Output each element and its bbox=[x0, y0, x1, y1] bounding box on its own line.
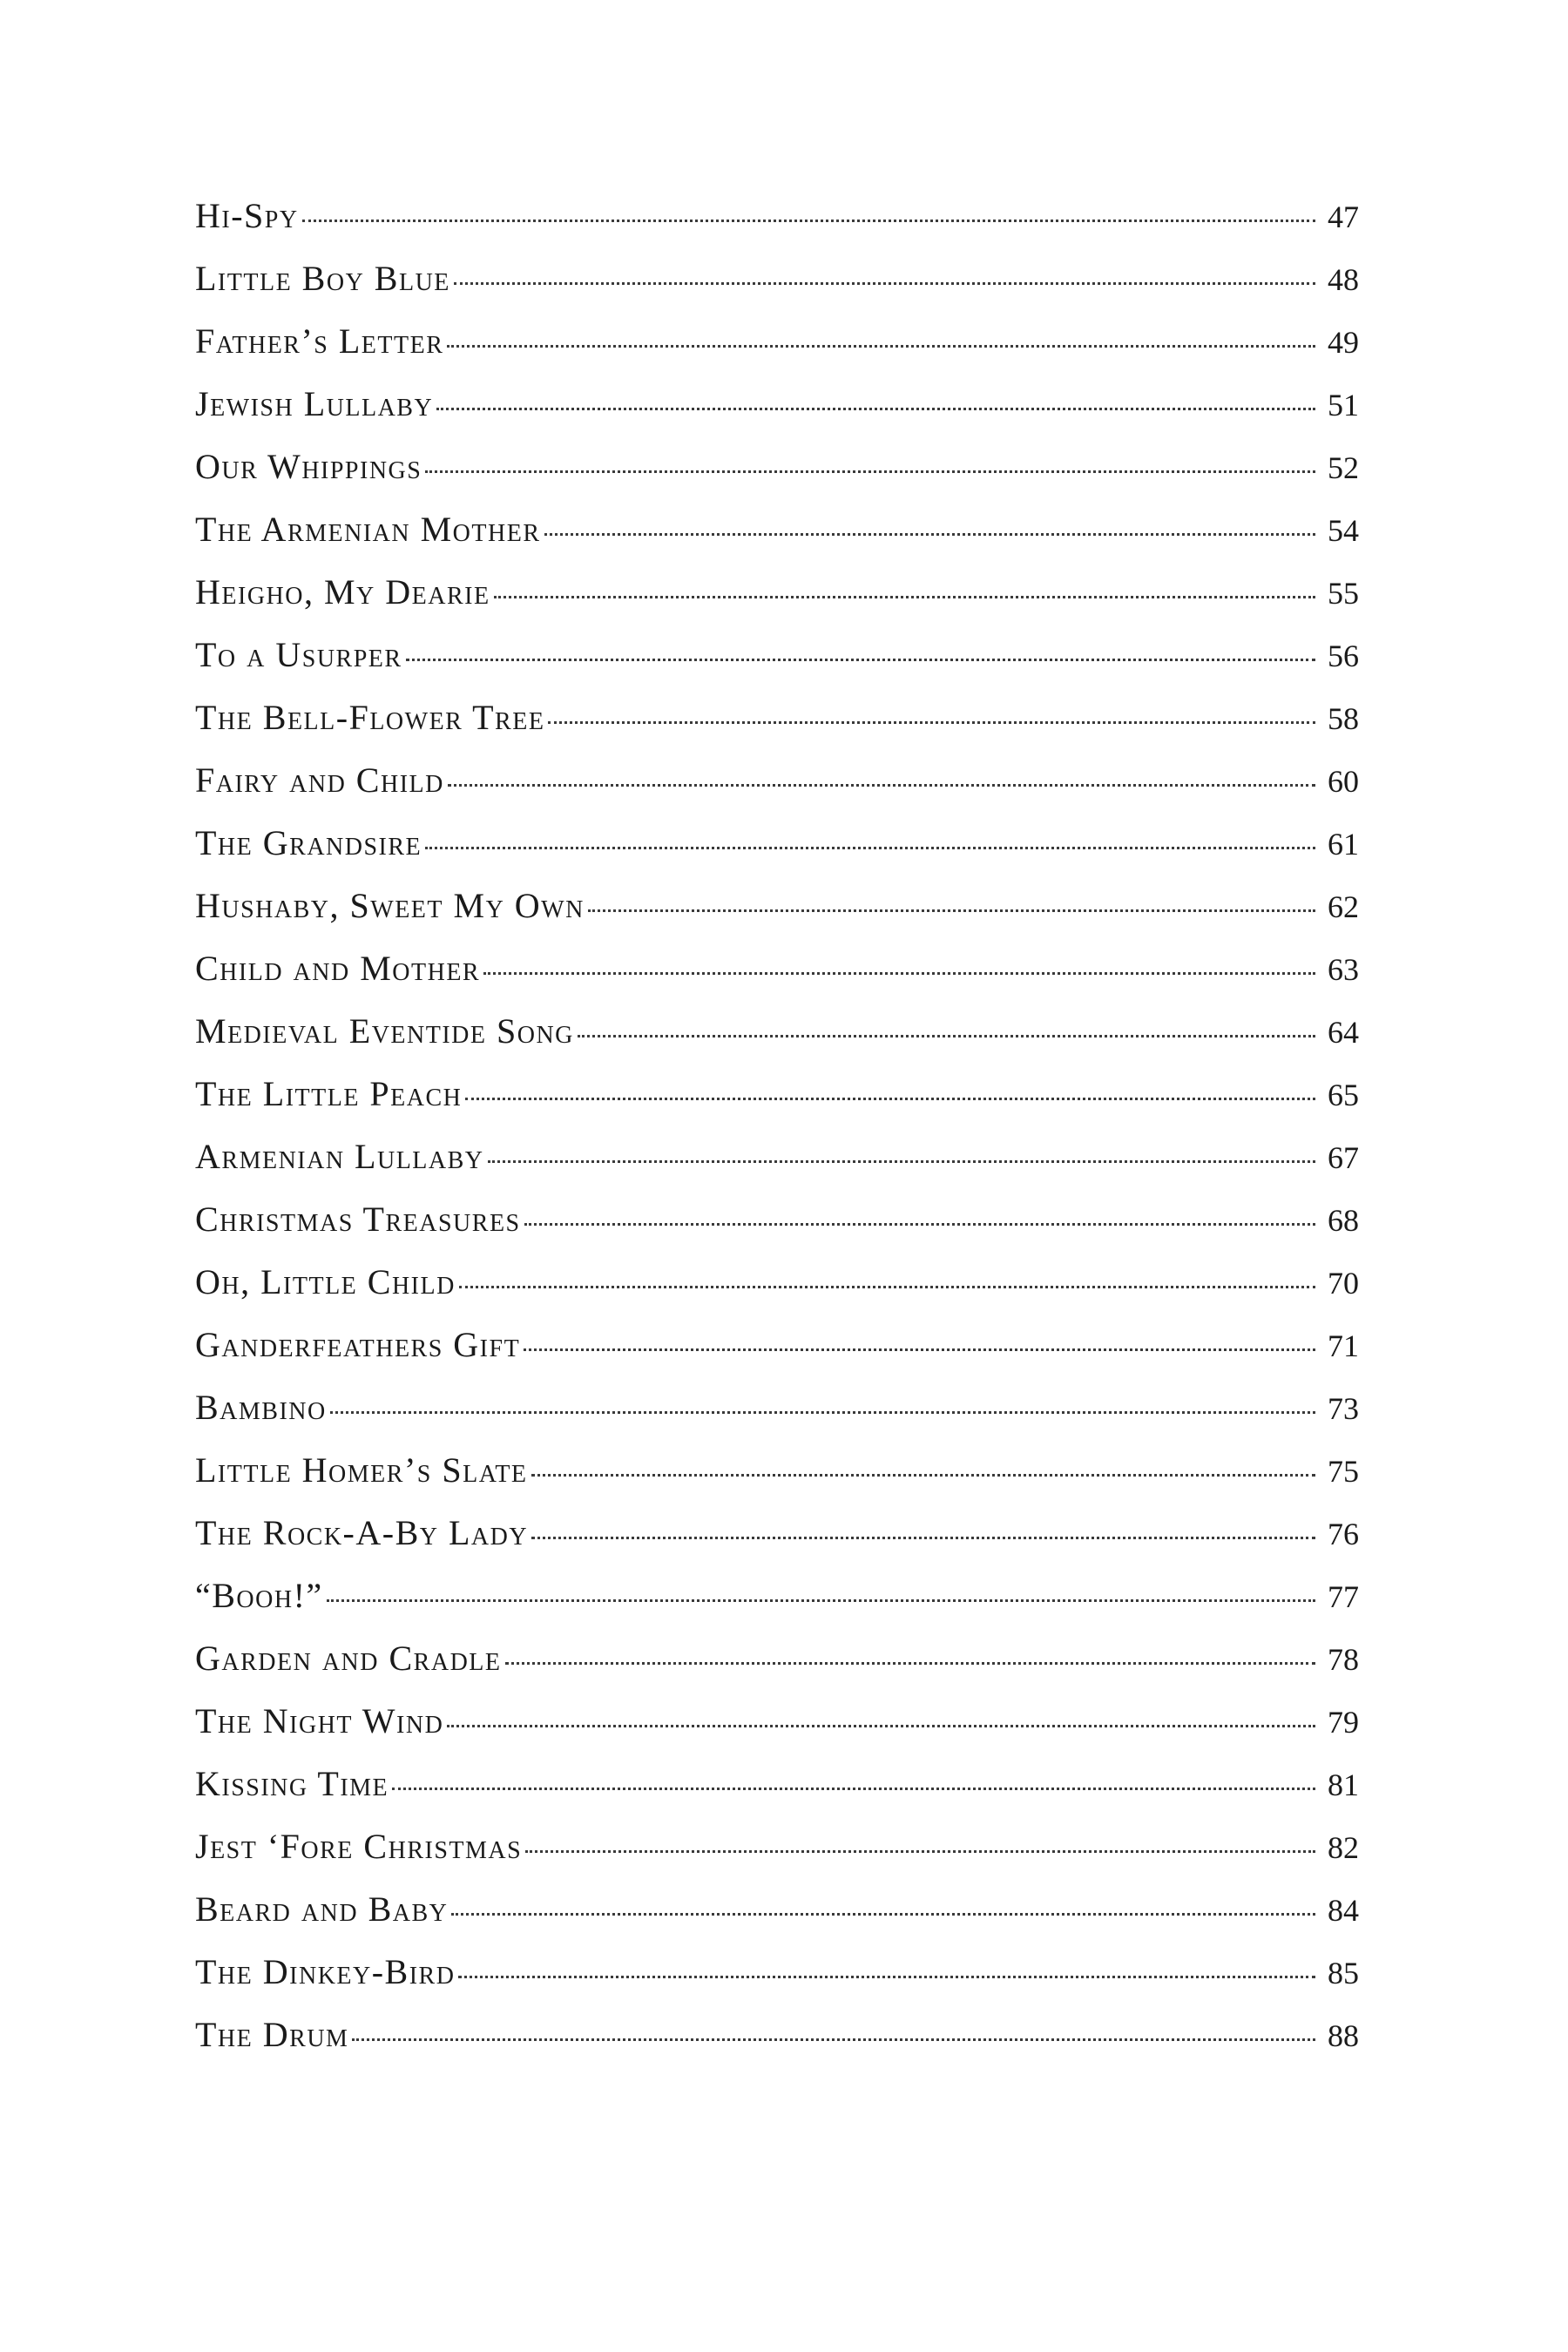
dot-leader bbox=[524, 1222, 1315, 1226]
toc-entry-page-number: 82 bbox=[1328, 1830, 1359, 1865]
toc-entry-page-number: 77 bbox=[1328, 1579, 1359, 1614]
toc-entry-page-number: 78 bbox=[1328, 1642, 1359, 1677]
dot-leader bbox=[425, 846, 1315, 849]
dot-leader bbox=[454, 281, 1315, 285]
toc-entry-page-number: 71 bbox=[1328, 1328, 1359, 1363]
toc-entry-title: The Armenian Mother bbox=[195, 510, 541, 549]
dot-leader bbox=[392, 1787, 1315, 1790]
toc-entry bbox=[195, 1376, 1359, 1439]
dot-leader bbox=[448, 783, 1315, 787]
toc-entry bbox=[195, 1565, 1359, 1627]
dot-leader bbox=[327, 1598, 1315, 1602]
toc-entry-page-number: 62 bbox=[1328, 889, 1359, 924]
toc-entry bbox=[195, 498, 1359, 561]
toc-entry-page-number: 61 bbox=[1328, 827, 1359, 862]
toc-entry bbox=[195, 812, 1359, 875]
toc-entry bbox=[195, 185, 1359, 247]
toc-entry-title: Hi-Spy bbox=[195, 196, 299, 235]
toc-entry-title: Our Whippings bbox=[195, 447, 422, 486]
toc-entry-title: Garden and Cradle bbox=[195, 1639, 502, 1678]
toc-entry-page-number: 64 bbox=[1328, 1015, 1359, 1050]
toc-entry bbox=[195, 1753, 1359, 1815]
toc-entry-title: Ganderfeathers Gift bbox=[195, 1325, 521, 1364]
toc-entry bbox=[195, 1941, 1359, 2004]
toc-entry-page-number: 65 bbox=[1328, 1078, 1359, 1112]
toc-entry-page-number: 63 bbox=[1328, 952, 1359, 987]
dot-leader bbox=[436, 407, 1315, 410]
dot-leader bbox=[488, 1159, 1315, 1163]
dot-leader bbox=[458, 1975, 1315, 1978]
dot-leader bbox=[330, 1410, 1315, 1414]
toc-entry-title: The Drum bbox=[195, 2015, 349, 2054]
toc-entry-title: Little Homer’s Slate bbox=[195, 1450, 528, 1490]
toc-entry bbox=[195, 436, 1359, 498]
dot-leader bbox=[531, 1473, 1315, 1477]
toc-entry-title: The Rock-A-By Lady bbox=[195, 1513, 529, 1552]
dot-leader bbox=[406, 658, 1315, 661]
toc-entry bbox=[195, 686, 1359, 749]
toc-entry bbox=[195, 1314, 1359, 1376]
toc-entry-page-number: 88 bbox=[1328, 2018, 1359, 2053]
toc-entry bbox=[195, 937, 1359, 1000]
toc-entry-page-number: 47 bbox=[1328, 199, 1359, 234]
toc-entry-title: Bambino bbox=[195, 1388, 327, 1427]
dot-leader bbox=[302, 219, 1315, 222]
toc-entry-title: The Little Peach bbox=[195, 1074, 463, 1113]
toc-entry-title: Hushaby, Sweet My Own bbox=[195, 886, 585, 925]
toc-entry-page-number: 68 bbox=[1328, 1203, 1359, 1238]
toc-entry-title: Fairy and Child bbox=[195, 760, 444, 800]
dot-leader bbox=[425, 470, 1315, 473]
toc-entry bbox=[195, 624, 1359, 686]
dot-leader bbox=[494, 595, 1315, 598]
toc-entry bbox=[195, 310, 1359, 373]
toc-entry-page-number: 58 bbox=[1328, 701, 1359, 736]
toc-entry-page-number: 56 bbox=[1328, 639, 1359, 673]
toc-entry-title: Armenian Lullaby bbox=[195, 1137, 484, 1176]
toc-entry-page-number: 84 bbox=[1328, 1893, 1359, 1928]
table-of-contents bbox=[195, 185, 1359, 2066]
dot-leader bbox=[352, 2038, 1315, 2041]
toc-entry-title: Child and Mother bbox=[195, 949, 481, 988]
toc-entry bbox=[195, 875, 1359, 937]
toc-entry-page-number: 79 bbox=[1328, 1705, 1359, 1740]
toc-entry-page-number: 48 bbox=[1328, 262, 1359, 297]
toc-entry-title: To a Usurper bbox=[195, 635, 402, 674]
toc-entry-page-number: 70 bbox=[1328, 1266, 1359, 1301]
dot-leader bbox=[447, 1724, 1315, 1727]
toc-entry-title: Beard and Baby bbox=[195, 1889, 449, 1929]
toc-entry-page-number: 54 bbox=[1328, 513, 1359, 548]
dot-leader bbox=[531, 1536, 1315, 1539]
toc-entry bbox=[195, 247, 1359, 310]
dot-leader bbox=[505, 1661, 1316, 1665]
toc-entry-title: Little Boy Blue bbox=[195, 259, 450, 298]
toc-entry bbox=[195, 1690, 1359, 1753]
dot-leader bbox=[465, 1097, 1315, 1100]
toc-entry-title: The Bell-Flower Tree bbox=[195, 698, 545, 737]
dot-leader bbox=[588, 909, 1315, 912]
toc-entry-title: The Night Wind bbox=[195, 1701, 444, 1740]
dot-leader bbox=[525, 1849, 1315, 1853]
toc-entry-page-number: 76 bbox=[1328, 1517, 1359, 1551]
toc-entry-page-number: 55 bbox=[1328, 576, 1359, 611]
dot-leader bbox=[578, 1034, 1315, 1037]
toc-entry bbox=[195, 561, 1359, 624]
toc-entry-title: Jewish Lullaby bbox=[195, 384, 434, 423]
toc-entry-page-number: 75 bbox=[1328, 1454, 1359, 1489]
toc-entry bbox=[195, 1125, 1359, 1188]
toc-entry bbox=[195, 2004, 1359, 2066]
dot-leader bbox=[524, 1348, 1315, 1351]
dot-leader bbox=[483, 971, 1315, 975]
toc-entry-title: The Grandsire bbox=[195, 823, 422, 862]
toc-entry-page-number: 51 bbox=[1328, 388, 1359, 422]
toc-entry-title: Heigho, My Dearie bbox=[195, 572, 490, 612]
toc-entry bbox=[195, 1627, 1359, 1690]
toc-entry-title: Christmas Treasures bbox=[195, 1200, 521, 1239]
toc-entry bbox=[195, 1188, 1359, 1251]
toc-entry bbox=[195, 1063, 1359, 1125]
toc-entry-page-number: 81 bbox=[1328, 1767, 1359, 1802]
dot-leader bbox=[544, 532, 1316, 536]
toc-entry bbox=[195, 1251, 1359, 1314]
dot-leader bbox=[548, 720, 1315, 724]
toc-entry-title: Father’s Letter bbox=[195, 321, 444, 361]
dot-leader bbox=[447, 344, 1315, 348]
toc-entry-title: Kissing Time bbox=[195, 1764, 389, 1803]
toc-entry bbox=[195, 1502, 1359, 1565]
toc-entry-page-number: 67 bbox=[1328, 1140, 1359, 1175]
toc-entry-page-number: 73 bbox=[1328, 1391, 1359, 1426]
toc-entry-title: The Dinkey-Bird bbox=[195, 1952, 456, 1991]
toc-entry bbox=[195, 373, 1359, 436]
toc-entry-title: “Booh!” bbox=[195, 1576, 323, 1615]
toc-entry bbox=[195, 1439, 1359, 1502]
toc-entry-page-number: 60 bbox=[1328, 764, 1359, 799]
toc-entry-page-number: 52 bbox=[1328, 450, 1359, 485]
toc-entry bbox=[195, 1878, 1359, 1941]
toc-entry-title: Oh, Little Child bbox=[195, 1262, 456, 1301]
toc-entry-page-number: 49 bbox=[1328, 325, 1359, 360]
toc-entry-page-number: 85 bbox=[1328, 1956, 1359, 1990]
dot-leader bbox=[451, 1912, 1315, 1916]
dot-leader bbox=[459, 1285, 1315, 1288]
toc-entry-title: Jest ‘Fore Christmas bbox=[195, 1827, 523, 1866]
toc-entry bbox=[195, 1815, 1359, 1878]
toc-entry bbox=[195, 749, 1359, 812]
toc-entry-title: Medieval Eventide Song bbox=[195, 1011, 574, 1051]
toc-entry bbox=[195, 1000, 1359, 1063]
